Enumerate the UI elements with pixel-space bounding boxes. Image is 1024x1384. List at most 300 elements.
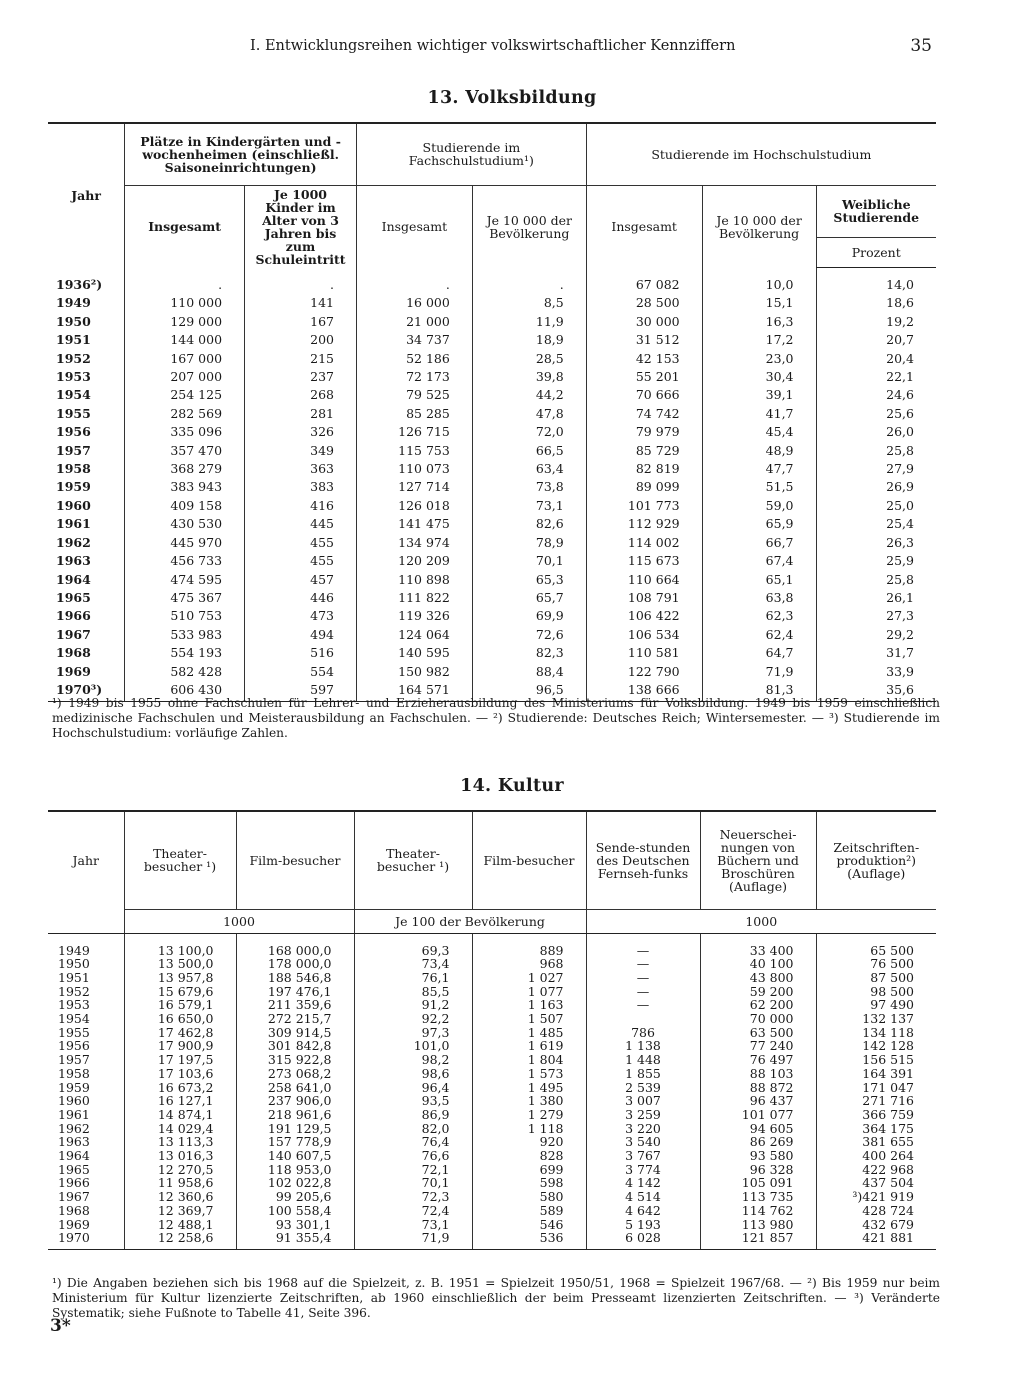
row-year: 1962 [58, 1120, 90, 1136]
cell: 17 197,5 [124, 1053, 236, 1067]
cell: 110 581 [586, 644, 702, 662]
kg-total: Insgesamt [125, 185, 245, 268]
cell: 445 970 [125, 534, 245, 552]
cell: 12 258,6 [124, 1231, 236, 1249]
cell: 88 872 [700, 1081, 816, 1095]
table-row [48, 1163, 936, 1177]
row-year: 1954 [58, 1011, 90, 1027]
cell: 82,3 [472, 644, 586, 662]
cell: 101,0 [354, 1039, 472, 1053]
row-year: 1963 [56, 553, 91, 569]
cell: 381 655 [816, 1135, 936, 1149]
cell: 1 027 [472, 971, 586, 985]
cell: 24,6 [816, 386, 936, 404]
table-row [48, 405, 936, 423]
cell: 12 360,6 [124, 1190, 236, 1204]
cell: 554 193 [125, 644, 245, 662]
cell: 546 [472, 1218, 586, 1232]
cell: 74 742 [586, 405, 702, 423]
cell: 48,9 [702, 442, 816, 460]
cell: 52 186 [356, 350, 472, 368]
cell: 96,4 [354, 1081, 472, 1095]
cell: 16,3 [702, 313, 816, 331]
cell: 383 [245, 478, 357, 496]
cell: 258 641,0 [236, 1081, 354, 1095]
cell: 606 430 [125, 681, 245, 702]
cell: 29,2 [816, 626, 936, 644]
cell: 218 961,6 [236, 1108, 354, 1122]
unit-1000-b: 1000 [586, 909, 936, 933]
cell: 1 855 [586, 1067, 700, 1081]
cell: 26,1 [816, 589, 936, 607]
table-row [48, 368, 936, 386]
cell: 536 [472, 1231, 586, 1249]
cell: — [586, 985, 700, 999]
cell: . [356, 268, 472, 295]
col-year: Jahr [48, 123, 125, 268]
cell: 5 193 [586, 1218, 700, 1232]
cell: 15 679,6 [124, 985, 236, 999]
row-year: 1965 [56, 589, 91, 605]
row-year: 1964 [56, 571, 91, 587]
row-year: 1964 [58, 1148, 90, 1164]
cell: 273 068,2 [236, 1067, 354, 1081]
cell: 22,1 [816, 368, 936, 386]
cell [586, 1012, 700, 1026]
table-row [48, 534, 936, 552]
cell: 1 118 [472, 1122, 586, 1136]
cell: 197 476,1 [236, 985, 354, 999]
cell: 3 259 [586, 1108, 700, 1122]
cell: 119 326 [356, 607, 472, 625]
row-year: 1958 [56, 461, 91, 477]
unit-blank [48, 909, 124, 933]
cell: 72,1 [354, 1163, 472, 1177]
row-year: 1959 [58, 1079, 90, 1095]
cell: 26,3 [816, 534, 936, 552]
cell: 126 018 [356, 497, 472, 515]
cell: 363 [245, 460, 357, 478]
cell: 272 215,7 [236, 1012, 354, 1026]
cell: 422 968 [816, 1163, 936, 1177]
cell: 281 [245, 405, 357, 423]
row-year: 1968 [58, 1202, 90, 1218]
cell: 20,4 [816, 350, 936, 368]
cell: 66,5 [472, 442, 586, 460]
cell: 456 733 [125, 552, 245, 570]
cell: 14,0 [816, 268, 936, 295]
table-row [48, 1135, 936, 1149]
row-year: 1969 [56, 663, 91, 679]
cell: 150 982 [356, 663, 472, 681]
cell: 156 515 [816, 1053, 936, 1067]
cell: 20,7 [816, 331, 936, 349]
cell: 1 619 [472, 1039, 586, 1053]
cell: 26,9 [816, 478, 936, 496]
table-row [48, 663, 936, 681]
cell: 69,3 [354, 933, 472, 957]
cell: 127 714 [356, 478, 472, 496]
table-row [48, 1026, 936, 1040]
cell: 12 270,5 [124, 1163, 236, 1177]
cell: 457 [245, 571, 357, 589]
cell: 786 [586, 1026, 700, 1040]
cell: 47,8 [472, 405, 586, 423]
cell: 93,5 [354, 1094, 472, 1108]
cell: 437 504 [816, 1176, 936, 1190]
table-row [48, 350, 936, 368]
table-row [48, 933, 936, 957]
cell: 79 979 [586, 423, 702, 441]
cell: 81,3 [702, 681, 816, 702]
row-year: 1967 [56, 626, 91, 642]
cell: 72,4 [354, 1204, 472, 1218]
cell: 114 762 [700, 1204, 816, 1218]
cell: 3 007 [586, 1094, 700, 1108]
cell: 105 091 [700, 1176, 816, 1190]
table-row [48, 442, 936, 460]
group-fachschule: Studierende im Fachschulstudium¹) [356, 123, 586, 185]
cell: 113 735 [700, 1190, 816, 1204]
table-row [48, 386, 936, 404]
cell: 71,9 [702, 663, 816, 681]
cell: 82 819 [586, 460, 702, 478]
table-row [48, 1149, 936, 1163]
table-row [48, 423, 936, 441]
cell: 400 264 [816, 1149, 936, 1163]
cell: 4 642 [586, 1204, 700, 1218]
cell: 188 546,8 [236, 971, 354, 985]
cell: 1 495 [472, 1081, 586, 1095]
cell: 282 569 [125, 405, 245, 423]
group-kindergarten: Plätze in Kindergärten und -wochenheimen (einschließl. Saisoneinrichtungen) [125, 123, 357, 185]
cell: 59 200 [700, 985, 816, 999]
row-year: 1950 [58, 956, 90, 972]
table-row [48, 607, 936, 625]
cell: 268 [245, 386, 357, 404]
cell: 18,9 [472, 331, 586, 349]
row-year: 1957 [58, 1052, 90, 1068]
row-year: 1966 [58, 1175, 90, 1191]
cell: 3 220 [586, 1122, 700, 1136]
row-year: 1966 [56, 608, 91, 624]
cell: 164 571 [356, 681, 472, 702]
table-row [48, 478, 936, 496]
cell: 516 [245, 644, 357, 662]
cell: 97 490 [816, 998, 936, 1012]
cell: 17 900,9 [124, 1039, 236, 1053]
row-year: 1961 [58, 1106, 90, 1122]
cell: 455 [245, 534, 357, 552]
cell: 70,1 [472, 552, 586, 570]
cell: . [245, 268, 357, 295]
cell: 8,5 [472, 294, 586, 312]
cell: 35,6 [816, 681, 936, 702]
row-year: 1970 [48, 1231, 124, 1249]
cell: 455 [245, 552, 357, 570]
cell: 14 874,1 [124, 1108, 236, 1122]
col-magazines: Zeitschriften-produktion²) (Auflage) [816, 811, 936, 909]
cell: 968 [472, 957, 586, 971]
cell: 167 000 [125, 350, 245, 368]
kg-per-1000: Je 1000 Kinder im Alter von 3 Jahren bis zum Schuleintritt [245, 185, 357, 268]
cell: 326 [245, 423, 357, 441]
cell: 67,4 [702, 552, 816, 570]
cell: 70,1 [354, 1176, 472, 1190]
cell: 93 301,1 [236, 1218, 354, 1232]
row-year: 1967 [58, 1189, 90, 1205]
cell: 98,6 [354, 1067, 472, 1081]
cell: 26,0 [816, 423, 936, 441]
cell: 598 [472, 1176, 586, 1190]
cell: 134 974 [356, 534, 472, 552]
cell: 533 983 [125, 626, 245, 644]
cell: 2 539 [586, 1081, 700, 1095]
cell: 164 391 [816, 1067, 936, 1081]
cell: 25,8 [816, 571, 936, 589]
cell: 349 [245, 442, 357, 460]
cell: 309 914,5 [236, 1026, 354, 1040]
cell: 98,2 [354, 1053, 472, 1067]
col-books: Neuerschei-nungen von Büchern und Broschüren (Auflage) [700, 811, 816, 909]
cell: 40 100 [700, 957, 816, 971]
cell: 76 497 [700, 1053, 816, 1067]
cell: 18,6 [816, 294, 936, 312]
cell: 76,6 [354, 1149, 472, 1163]
table-volksbildung [48, 122, 936, 702]
cell: 28 500 [586, 294, 702, 312]
cell: 47,7 [702, 460, 816, 478]
row-year: 1968 [56, 645, 91, 661]
cell: 13 100,0 [124, 933, 236, 957]
cell: 113 980 [700, 1218, 816, 1232]
cell: 65,9 [702, 515, 816, 533]
cell: 271 716 [816, 1094, 936, 1108]
cell: 34 737 [356, 331, 472, 349]
cell: 237 906,0 [236, 1094, 354, 1108]
row-year: 1956 [58, 1038, 90, 1054]
cell: 100 558,4 [236, 1204, 354, 1218]
cell: 191 129,5 [236, 1122, 354, 1136]
cell: 13 113,3 [124, 1135, 236, 1149]
cell: 86,9 [354, 1108, 472, 1122]
cell: 106 534 [586, 626, 702, 644]
cell: 45,4 [702, 423, 816, 441]
cell: 73,1 [354, 1218, 472, 1232]
cell: 17 462,8 [124, 1026, 236, 1040]
cell: 28,5 [472, 350, 586, 368]
cell: 129 000 [125, 313, 245, 331]
cell: 383 943 [125, 478, 245, 496]
row-year: 1952 [56, 350, 91, 366]
cell: 25,6 [816, 405, 936, 423]
cell: 141 475 [356, 515, 472, 533]
row-year: 1961 [56, 516, 91, 532]
cell: 70 666 [586, 386, 702, 404]
fs-total: Insgesamt [356, 185, 472, 268]
cell: 920 [472, 1135, 586, 1149]
cell: 82,6 [472, 515, 586, 533]
cell: 88 103 [700, 1067, 816, 1081]
row-year: 1960 [56, 497, 91, 513]
cell: 101 773 [586, 497, 702, 515]
cell: 110 000 [125, 294, 245, 312]
hs-female: Weibliche Studierende [816, 185, 936, 238]
cell: 200 [245, 331, 357, 349]
cell: 96,5 [472, 681, 586, 702]
cell: 71,9 [354, 1231, 472, 1249]
cell: 1 077 [472, 985, 586, 999]
page-number: 35 [910, 36, 932, 56]
cell: 65,3 [472, 571, 586, 589]
cell: 167 [245, 313, 357, 331]
row-year: 1959 [56, 479, 91, 495]
cell: 31 512 [586, 331, 702, 349]
cell: 114 002 [586, 534, 702, 552]
cell: 428 724 [816, 1204, 936, 1218]
table-row [48, 1122, 936, 1136]
cell: 66,7 [702, 534, 816, 552]
hs-female-unit: Prozent [816, 238, 936, 268]
cell: 14 029,4 [124, 1122, 236, 1136]
row-year: 1953 [58, 997, 90, 1013]
cell: 51,5 [702, 478, 816, 496]
table-row [48, 998, 936, 1012]
cell: 11,9 [472, 313, 586, 331]
hs-per-10000: Je 10 000 der Bevölkerung [702, 185, 816, 268]
table-row [48, 552, 936, 570]
cell: 215 [245, 350, 357, 368]
table-row [48, 985, 936, 999]
cell: 16 673,2 [124, 1081, 236, 1095]
cell: 211 359,6 [236, 998, 354, 1012]
cell: 115 753 [356, 442, 472, 460]
table-row [48, 1231, 936, 1249]
cell: 87 500 [816, 971, 936, 985]
cell: 582 428 [125, 663, 245, 681]
cell: 76,4 [354, 1135, 472, 1149]
cell: 16 000 [356, 294, 472, 312]
cell: 1 804 [472, 1053, 586, 1067]
cell: 67 082 [586, 268, 702, 295]
cell: 510 753 [125, 607, 245, 625]
cell: 168 000,0 [236, 933, 354, 957]
col-theater-per100: Theater-besucher ¹) [354, 811, 472, 909]
cell: 446 [245, 589, 357, 607]
row-year: 1957 [56, 442, 91, 458]
row-year: 1955 [58, 1024, 90, 1040]
cell: 16 579,1 [124, 998, 236, 1012]
table-row [48, 294, 936, 312]
cell: — [586, 998, 700, 1012]
cell: 171 047 [816, 1081, 936, 1095]
cell: 33,9 [816, 663, 936, 681]
cell: 17,2 [702, 331, 816, 349]
cell: 1 507 [472, 1012, 586, 1026]
cell: 421 881 [816, 1231, 936, 1249]
cell: 597 [245, 681, 357, 702]
cell: 76,1 [354, 971, 472, 985]
cell: 96 437 [700, 1094, 816, 1108]
cell: 1 573 [472, 1067, 586, 1081]
cell: 315 922,8 [236, 1053, 354, 1067]
row-year: 1958 [58, 1065, 90, 1081]
table-row [48, 1053, 936, 1067]
row-year: 1949 [56, 295, 91, 311]
cell: 25,9 [816, 552, 936, 570]
cell: 43 800 [700, 971, 816, 985]
cell: 106 422 [586, 607, 702, 625]
cell: 101 077 [700, 1108, 816, 1122]
col-film-per100: Film-besucher [472, 811, 586, 909]
col-tv-hours: Sende-stunden des Deutschen Fernseh-funks [586, 811, 700, 909]
table14-footnote: ¹) Die Angaben beziehen sich bis 1968 auf die Spielzeit, z. B. 1951 = Spielzeit 1950/51, 1968 = Spielzeit 1967/68. — ²) Bis 1959 nur beim Ministerium für Kultur lizenzierte Zeitschriften, ab 1960 einschließlich der beim Presseamt lizenzierten Zeitschriften. — ³) Veränderte Systematik; siehe Fußnote to Tabelle 41, Seite 396. [52, 1276, 940, 1320]
cell: 474 595 [125, 571, 245, 589]
cell: 828 [472, 1149, 586, 1163]
cell: 62,4 [702, 626, 816, 644]
col-film-1000: Film-besucher [236, 811, 354, 909]
cell: 16 127,1 [124, 1094, 236, 1108]
row-year: 1963 [58, 1134, 90, 1150]
table-row [48, 1108, 936, 1122]
cell: 62 200 [700, 998, 816, 1012]
row-year: 1954 [56, 387, 91, 403]
row-year: 1960 [58, 1093, 90, 1109]
cell: 94 605 [700, 1122, 816, 1136]
cell: 72 173 [356, 368, 472, 386]
cell: 91 355,4 [236, 1231, 354, 1249]
cell: 15,1 [702, 294, 816, 312]
table-row [48, 644, 936, 662]
cell: 27,3 [816, 607, 936, 625]
cell: 102 022,8 [236, 1176, 354, 1190]
cell: 1 485 [472, 1026, 586, 1040]
cell: 41,7 [702, 405, 816, 423]
cell: 21 000 [356, 313, 472, 331]
row-year: 1936²) [56, 276, 103, 292]
cell: 31,7 [816, 644, 936, 662]
cell: 889 [472, 933, 586, 957]
cell: 76 500 [816, 957, 936, 971]
cell: 1 279 [472, 1108, 586, 1122]
cell: 89 099 [586, 478, 702, 496]
row-year: 1970³) [48, 681, 125, 702]
cell: 141 [245, 294, 357, 312]
unit-per-100: Je 100 der Bevölkerung [354, 909, 586, 933]
cell: 178 000,0 [236, 957, 354, 971]
table-row [48, 626, 936, 644]
row-year: 1950 [56, 313, 91, 329]
cell: 409 158 [125, 497, 245, 515]
cell: 473 [245, 607, 357, 625]
cell: 73,4 [354, 957, 472, 971]
cell: 144 000 [125, 331, 245, 349]
table-row [48, 589, 936, 607]
cell: 78,9 [472, 534, 586, 552]
cell: 1 163 [472, 998, 586, 1012]
cell: 82,0 [354, 1122, 472, 1136]
table-row [48, 571, 936, 589]
row-year: 1951 [58, 969, 90, 985]
cell: 39,8 [472, 368, 586, 386]
cell: 3 774 [586, 1163, 700, 1177]
cell: 364 175 [816, 1122, 936, 1136]
table-row [48, 1012, 936, 1026]
cell: 357 470 [125, 442, 245, 460]
cell: 69,9 [472, 607, 586, 625]
table-row [48, 268, 936, 295]
table-row [48, 957, 936, 971]
